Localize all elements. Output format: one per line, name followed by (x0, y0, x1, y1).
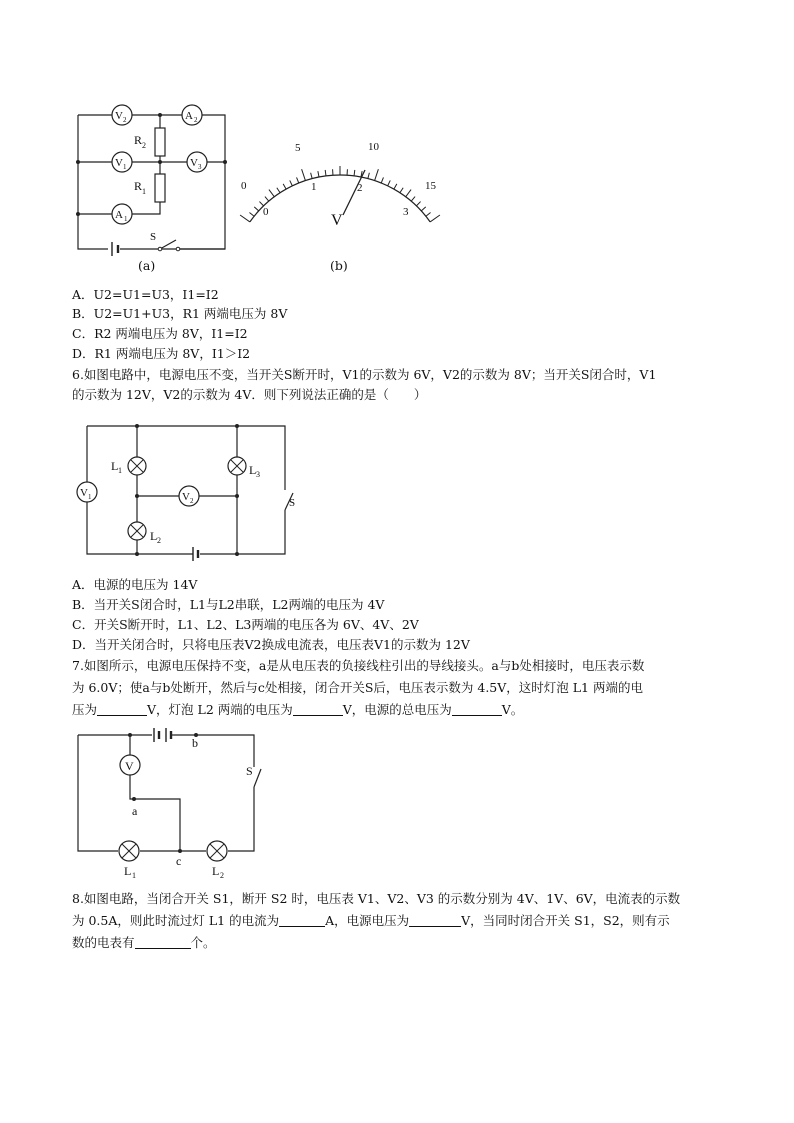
svg-text:S: S (246, 764, 253, 778)
figure-a-circuit (70, 100, 235, 275)
q6-stem-line2: 的示数为 12V，V2的示数为 4V．则下列说法正确的是（ ） (72, 387, 427, 402)
svg-text:10: 10 (368, 141, 379, 153)
svg-text:1: 1 (142, 187, 146, 196)
svg-text:1: 1 (311, 181, 317, 193)
figure-b-caption: (b) (330, 258, 348, 273)
dial-tick (430, 215, 440, 222)
lamp-l2 (207, 841, 227, 861)
dial-tick (302, 169, 306, 180)
dial-tick (426, 213, 431, 217)
svg-text:V: V (125, 759, 134, 773)
svg-text:15: 15 (425, 180, 436, 192)
dial-tick (406, 190, 411, 197)
svg-text:2: 2 (194, 116, 198, 124)
dial-tick (249, 213, 254, 217)
dial-tick (254, 207, 258, 211)
svg-text:1: 1 (88, 493, 92, 501)
q6-option-b: B．当开关S闭合时，L1与L2串联，L2两端的电压为 4V (72, 597, 385, 612)
q7-stem-line3: 压为 V，灯泡 L2 两端的电压为 V，电源的总电压为 V。 (72, 702, 524, 717)
svg-text:A: A (185, 110, 193, 122)
dial-tick (421, 207, 425, 211)
svg-text:b: b (192, 736, 198, 750)
dial-tick (354, 170, 355, 176)
lamp-l1 (128, 457, 146, 475)
q8-blank-source-voltage[interactable] (409, 914, 461, 927)
q6-option-c: C．开关S断开时，L1、L2、L3两端的电压各为 6V、4V、2V (72, 617, 419, 632)
dial-unit-v: V (331, 212, 343, 229)
svg-text:3: 3 (256, 470, 260, 479)
svg-text:c: c (176, 854, 182, 868)
resistor-r2 (155, 128, 165, 156)
svg-text:L: L (111, 459, 119, 473)
dial-tick (318, 171, 319, 177)
q5-option-b: B．U2=U1+U3，R1 两端电压为 8V (72, 306, 288, 321)
svg-text:2: 2 (357, 182, 363, 194)
lamp-l2 (128, 522, 146, 540)
svg-text:a: a (132, 804, 138, 818)
dial-tick (394, 184, 397, 189)
dial-tick (311, 173, 313, 179)
dial-tick (290, 180, 293, 185)
svg-text:3: 3 (403, 206, 409, 218)
q5-option-c: C．R2 两端电压为 8V，I1=I2 (72, 326, 248, 341)
q7-circuit (70, 725, 270, 885)
svg-text:V: V (115, 157, 123, 169)
q6-option-d: D．当开关闭合时，只将电压表V2换成电流表，电压表V1的示数为 12V (72, 637, 470, 652)
lamp-l1 (119, 841, 139, 861)
svg-text:2: 2 (190, 497, 194, 505)
q7-blank-l2-voltage[interactable] (293, 703, 343, 716)
dial-tick (325, 170, 326, 176)
dial-tick (240, 215, 250, 222)
svg-text:2: 2 (157, 536, 161, 545)
svg-text:V: V (80, 487, 88, 499)
dial-tick (283, 184, 286, 189)
dial-tick (411, 197, 415, 202)
dial-tick (400, 188, 403, 193)
svg-text:L: L (124, 864, 132, 878)
dial-tick (375, 169, 379, 180)
q7-stem-line1: 7.如图所示，电源电压保持不变，a是从电压表的负接线柱引出的导线接头。a与b处相接时，电压表示数 (72, 658, 645, 673)
svg-text:3: 3 (198, 163, 202, 171)
q8-blank-meter-count[interactable] (135, 936, 191, 949)
q6-stem-line1: 6.如图电路中，电源电压不变，当开关S断开时，V1的示数为 6V，V2的示数为 8V；当开关S闭合时，V1 (72, 367, 657, 382)
dial-tick (388, 180, 391, 185)
dial-tick (265, 197, 269, 202)
svg-text:V: V (115, 110, 123, 122)
lamp-l3 (228, 457, 246, 475)
figure-b-voltmeter-dial (235, 135, 445, 235)
q6-circuit (75, 420, 295, 565)
svg-text:5: 5 (295, 142, 301, 154)
svg-text:L: L (150, 529, 158, 543)
q5-option-d: D．R1 两端电压为 8V，I1＞I2 (72, 346, 251, 361)
svg-text:2: 2 (142, 141, 146, 150)
figure-a-caption: (a) (138, 258, 156, 273)
dial-tick (368, 173, 370, 179)
dial-tick (277, 188, 280, 193)
svg-text:A: A (115, 209, 123, 221)
q7-blank-total-voltage[interactable] (452, 703, 502, 716)
dial-tick (269, 190, 274, 197)
svg-text:V: V (190, 157, 198, 169)
dial-tick (416, 202, 420, 206)
svg-text:2: 2 (220, 871, 224, 880)
q8-stem-line3: 数的电表有 个。 (72, 935, 216, 950)
label-switch-s: S (150, 231, 157, 243)
q8-stem-line2: 为 0.5A，则此时流过灯 L1 的电流为 A，电源电压为 V，当同时闭合开关 S1，S2，则有示 (72, 913, 670, 928)
q7-stem-line2: 为 6.0V；使a与b处断开，然后与c处相接，闭合开关S后，电压表示数为 4.5V，这时灯泡 L1 两端的电 (72, 680, 643, 695)
q5-option-a: A．U2=U1=U3，I1=I2 (72, 287, 219, 302)
label-r1: R (134, 179, 143, 193)
svg-text:S: S (289, 497, 295, 509)
svg-text:1: 1 (118, 466, 122, 475)
svg-text:V: V (182, 491, 190, 503)
dial-tick (381, 177, 383, 183)
svg-text:2: 2 (123, 116, 127, 124)
svg-text:L: L (212, 864, 220, 878)
q8-stem-line1: 8.如图电路，当闭合开关 S1，断开 S2 时，电压表 V1、V2、V3 的示数分别为 4V、1V、6V，电流表的示数 (72, 891, 681, 906)
q7-blank-l1-voltage[interactable] (97, 703, 147, 716)
label-r2: R (134, 133, 143, 147)
svg-text:1: 1 (123, 163, 127, 171)
resistor-r1 (155, 174, 165, 202)
svg-text:0: 0 (263, 206, 269, 218)
svg-text:L: L (249, 463, 257, 477)
q6-option-a: A．电源的电压为 14V (72, 577, 198, 592)
svg-text:0: 0 (241, 180, 247, 192)
svg-text:1: 1 (124, 215, 128, 223)
svg-text:1: 1 (132, 871, 136, 880)
dial-tick (297, 177, 299, 183)
q8-blank-l1-current[interactable] (279, 914, 325, 927)
